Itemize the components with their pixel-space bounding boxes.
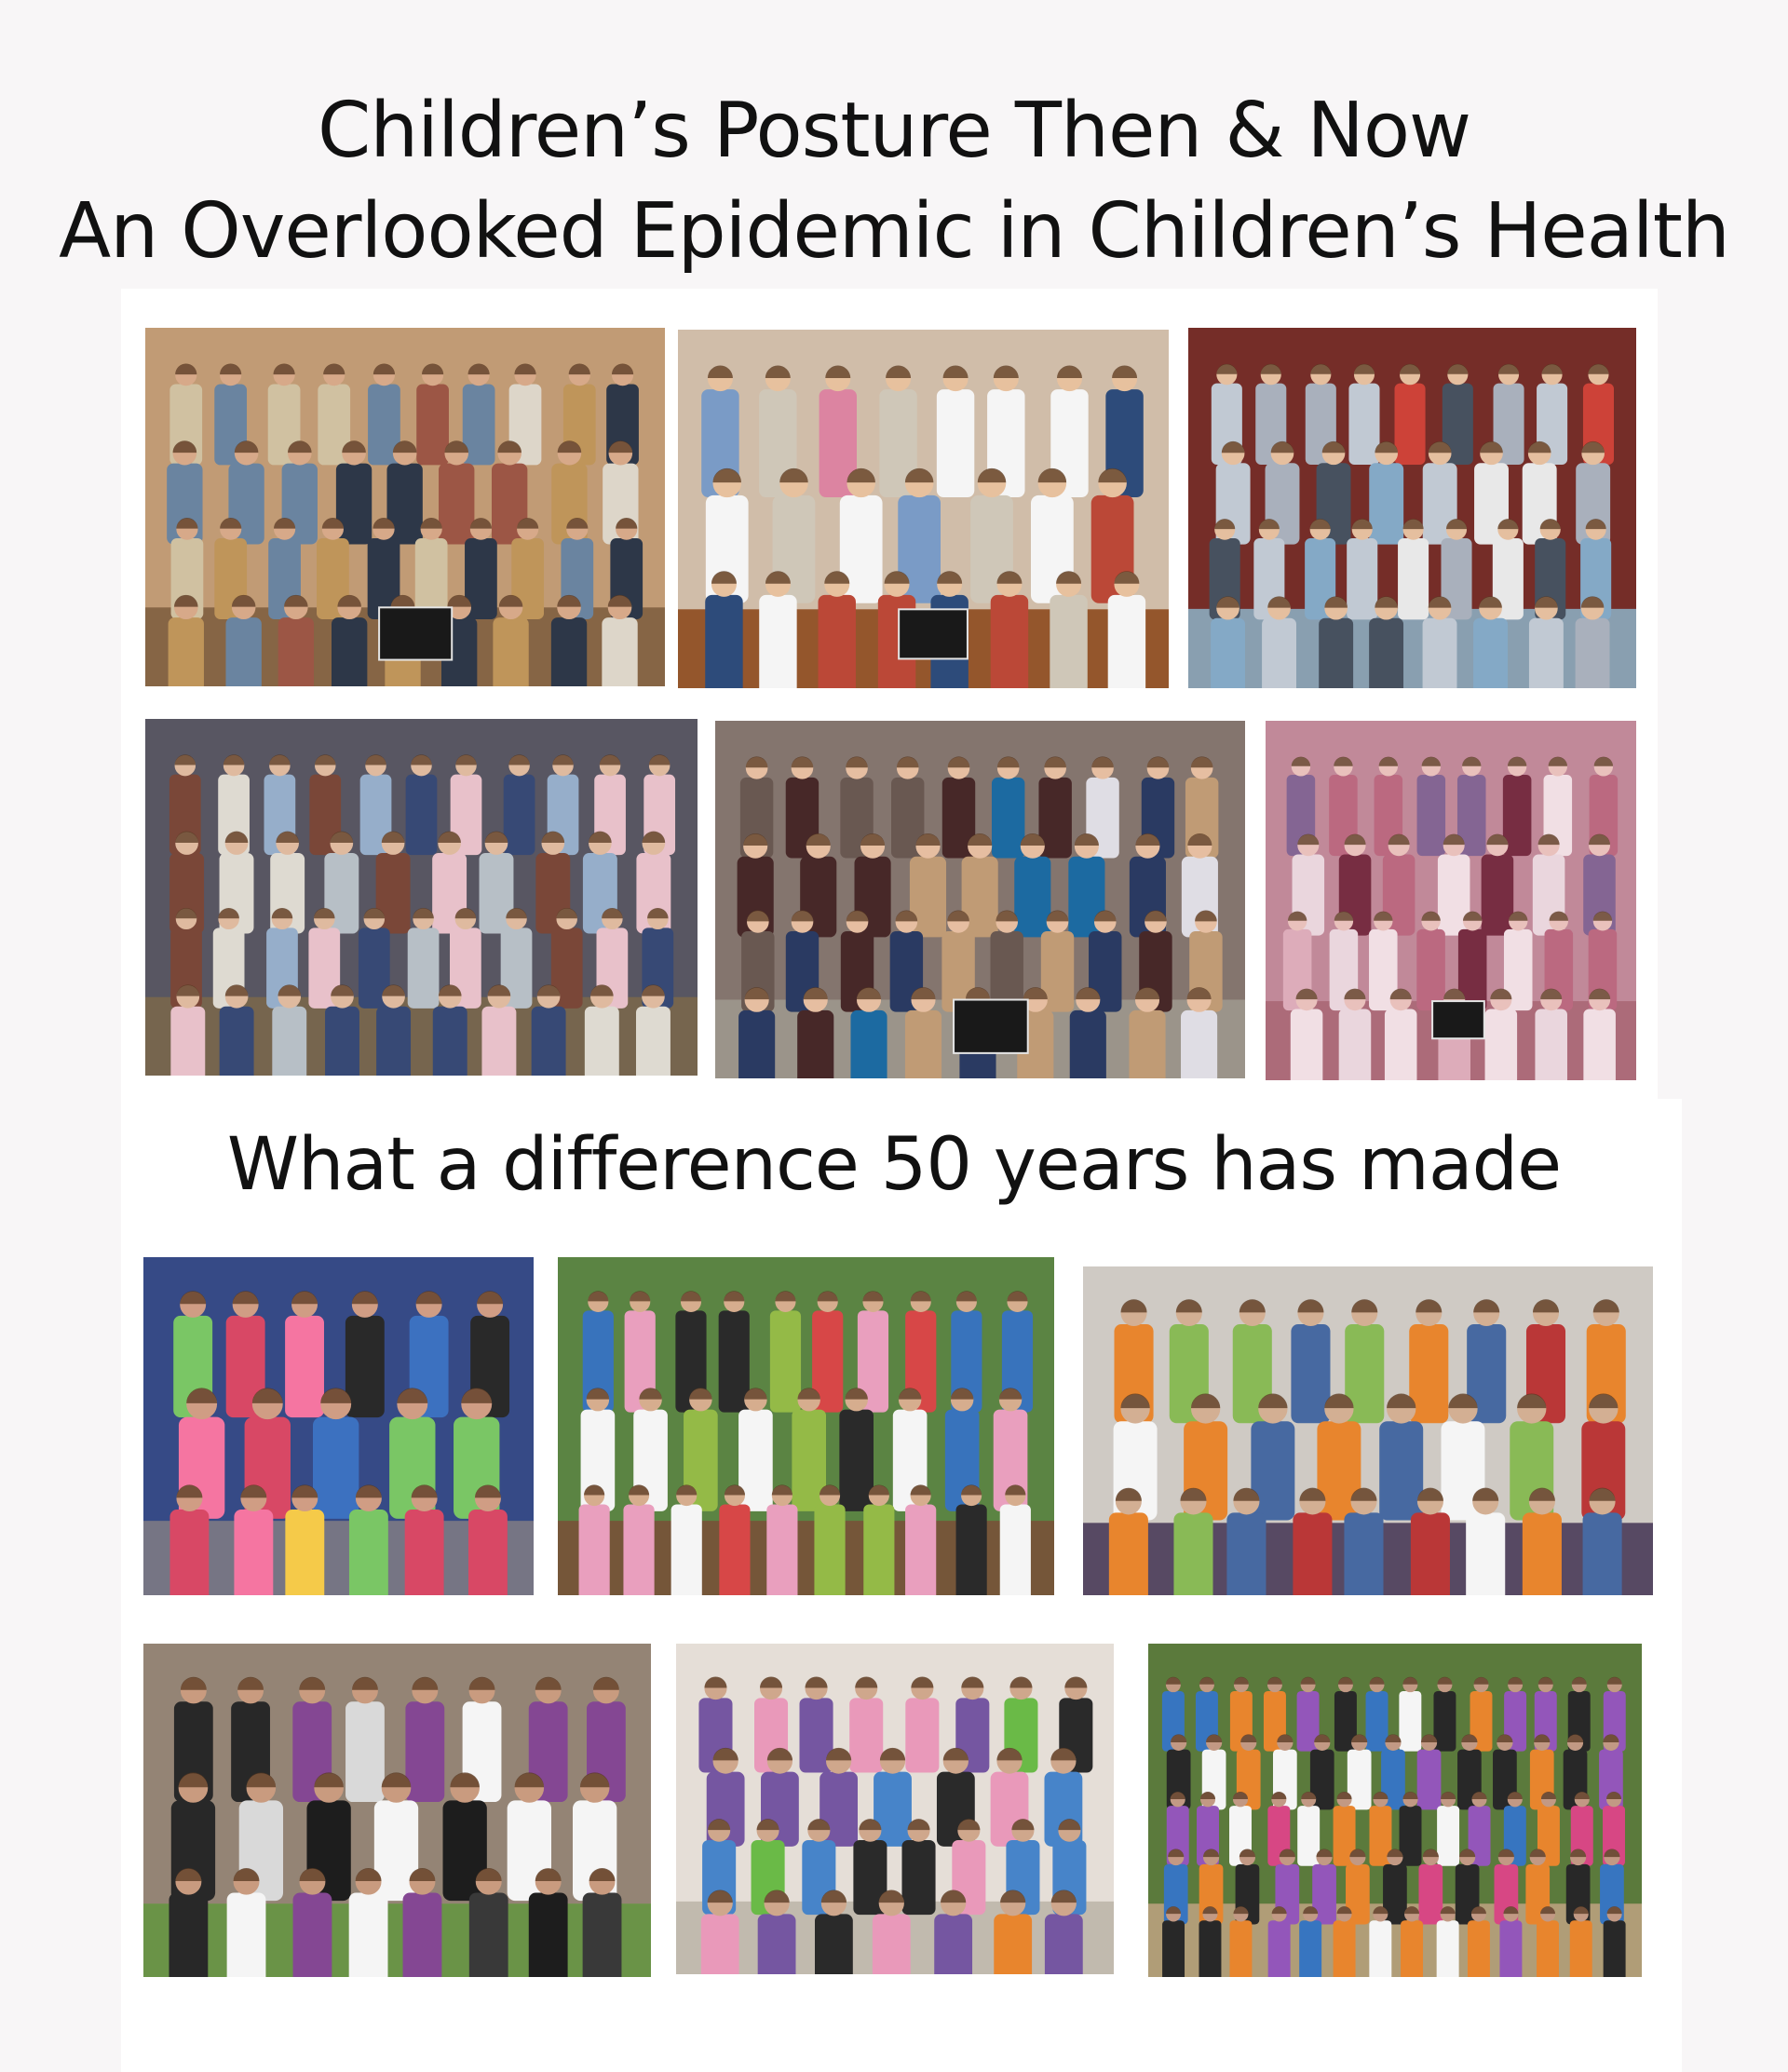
class-photo-then-1-image xyxy=(145,328,665,686)
class-photo-then-1 xyxy=(145,328,665,686)
class-photo-now-6-image xyxy=(1148,1644,1642,1977)
class-photo-then-4-image xyxy=(145,719,698,1076)
class-photo-then-3 xyxy=(1188,328,1636,688)
class-photo-then-4 xyxy=(145,719,698,1076)
class-photo-now-1 xyxy=(143,1257,534,1595)
class-photo-then-5 xyxy=(715,721,1245,1078)
class-photo-then-6 xyxy=(1266,721,1636,1080)
class-photo-then-5-image xyxy=(715,721,1245,1078)
class-photo-now-5-image xyxy=(676,1644,1114,1974)
class-photo-then-2-image xyxy=(678,330,1169,688)
class-photo-then-3-image xyxy=(1188,328,1636,688)
page-title-line-2: An Overlooked Epidemic in Children’s Health xyxy=(59,187,1729,276)
class-photo-now-3 xyxy=(1083,1266,1653,1595)
class-photo-now-3-image xyxy=(1083,1266,1653,1595)
class-photo-now-4-image xyxy=(143,1644,651,1977)
class-photo-now-5 xyxy=(676,1644,1114,1974)
class-photo-now-1-image xyxy=(143,1257,534,1595)
class-photo-now-6 xyxy=(1148,1644,1642,1977)
class-photo-now-2-image xyxy=(558,1257,1054,1595)
class-photo-then-2 xyxy=(678,330,1169,688)
class-photo-now-2 xyxy=(558,1257,1054,1595)
section-subtitle: What a difference 50 years has made xyxy=(226,1123,1562,1207)
page-title-line-1: Children’s Posture Then & Now xyxy=(317,87,1471,175)
class-photo-then-6-image xyxy=(1266,721,1636,1080)
class-photo-now-4 xyxy=(143,1644,651,1977)
